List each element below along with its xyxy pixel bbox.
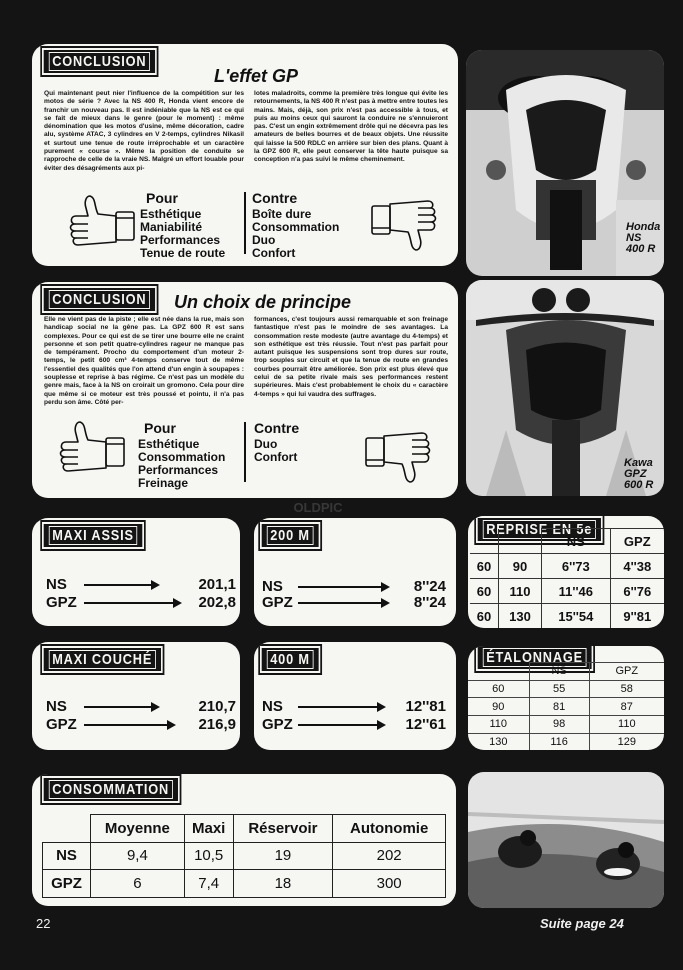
table-cell: GPZ	[43, 870, 91, 898]
gpz-contre-title: Contre	[254, 420, 300, 436]
table-row	[43, 842, 446, 870]
stat-label: NS	[46, 698, 67, 715]
ns-contre-item: Boîte dure	[252, 207, 312, 221]
maxi-assis-gpz-row	[46, 594, 236, 611]
gpz-contre-item: Confort	[254, 450, 298, 464]
gpz-contre-item: Duo	[254, 437, 278, 451]
stat-label: GPZ	[46, 594, 77, 611]
table-cell: 300	[333, 870, 446, 898]
maxi-assis-ns-row	[46, 576, 236, 593]
ns-pour-item: Performances	[140, 233, 221, 247]
arrow-icon	[298, 586, 388, 588]
table-cell: 10,5	[184, 842, 233, 870]
table-header: NS	[542, 529, 611, 554]
stat-label: GPZ	[262, 716, 293, 733]
table-header	[498, 529, 541, 554]
stat-label: NS	[262, 578, 283, 595]
table-row	[43, 815, 446, 843]
table-row	[468, 680, 664, 698]
table-cell: 81	[529, 698, 589, 716]
honda-ns-caption	[626, 222, 660, 255]
table-cell: 7,4	[184, 870, 233, 898]
kawa-gpz-caption	[624, 458, 653, 491]
racing-motorcycles-image	[468, 772, 664, 908]
kawa-gpz-photo	[466, 280, 664, 496]
table-cell: 58	[589, 680, 664, 698]
table-row	[468, 733, 664, 750]
ns-pour-title: Pour	[146, 190, 178, 206]
table-cell: 4''38	[610, 554, 664, 579]
m200-tag: 200 M	[260, 522, 320, 549]
stat-value: 202,8	[198, 594, 236, 611]
stat-value: 216,9	[198, 716, 236, 733]
table-cell: 90	[468, 698, 529, 716]
stat-label: GPZ	[262, 594, 293, 611]
gpz-pour-title: Pour	[144, 420, 176, 436]
table-cell: 9''81	[610, 604, 664, 628]
table-cell: 6	[91, 870, 185, 898]
table-row	[470, 529, 664, 554]
table-cell: 98	[529, 715, 589, 733]
conclusion-gpz-column-2: formances, c'est toujours aussi remarquable et son freinage fantastique n'est pas le moindre de ses avantages. La consommation reste modeste (autre avantage du 4-temps) et son esthétique est très réussie. Tout n'est pas parfait pour autant puisque les suspensions sont trop dures sur route, trop souples sur circuit et que la tenue de route en grandes courbes pourrait être améliorée. Son prix est plus élevé que celui de sa petite rivale mais ses performances restent supérieures. Mais c'est probablement le choix du « caractère 4-temps » qui lui vaudra des suffrages.	[254, 316, 448, 398]
arrow-icon	[298, 602, 388, 604]
caption-line: NS	[626, 232, 642, 244]
table-cell: 19	[233, 842, 333, 870]
ns-pour-item: Esthétique	[140, 207, 202, 221]
m400-tag: 400 M	[260, 646, 320, 673]
table-row	[468, 715, 664, 733]
ns-contre-item: Consommation	[252, 220, 340, 234]
table-row	[468, 663, 664, 681]
table-header: Autonomie	[333, 815, 446, 843]
maxi-assis-tag: MAXI ASSIS	[42, 522, 144, 549]
table-cell: NS	[43, 842, 91, 870]
ns-pour-list	[140, 208, 225, 260]
caption-line: Kawa	[624, 457, 653, 469]
table-cell: 9,4	[91, 842, 185, 870]
conclusion-gpz-column-1: Elle ne vient pas de la piste ; elle est née dans la rue, mais son handicap social ne la gêne pas. La GPZ 600 R est sans complexes. Pour ce qui est de se tirer une bourre elle ne craint personne et son petit quatre-cylindres rageur ne manque pas de tempérament. Procho du comportement d'un moteur 2-temps, le petit 600 cm³ 4-temps conserve tout de même l'essentiel des qualités que l'on attend d'un engin à soupapes : souplesse et reprise à bas régime. Ce n'est pas un modèle du genre mais, face à la NS on croirait un gromono. Cela pour dire que même si ce moteur est très poussé et pointu, il n'a pas perdu son âme. Côté per-	[44, 316, 244, 406]
thumb-up-icon	[54, 420, 128, 476]
arrow-icon	[84, 724, 174, 726]
stat-value: 12''61	[405, 716, 446, 733]
conclusion-ns-column-2: lotes maladroits, comme la première très longue qui évite les retournements, la NS 400 R n'est pas à mettre entre toutes les mains. Mais, déjà, son prix n'est pas accessible à tous, et puis au moins ceux qui sauront la conduire ne s'ennuieront pas. C'est un engin extrêmement drôle qui ne décevra pas les amateurs de belles bourres et de beaux objets. Une réussite qui laisse la 500 RDLC en arrière sur bien des plans. Quant à la GPZ 600 R, elle peut conserver la tête haute puisque sa conception n'a pas suivi le même cheminement.	[254, 90, 448, 164]
caption-line: 600 R	[624, 479, 654, 491]
etalonnage-card	[468, 646, 664, 750]
table-row	[43, 870, 446, 898]
table-cell: 60	[470, 604, 498, 628]
reprise-tag: REPRISE EN 5e	[476, 516, 602, 543]
ns-pour-item: Tenue de route	[140, 246, 226, 260]
watermark: OLDPIC	[293, 500, 343, 515]
stat-value: 8''24	[413, 594, 446, 611]
maxi-couche-card	[32, 642, 240, 750]
conclusion-gpz-headline: Un choix de principe	[174, 292, 352, 312]
conclusion-ns-headline: L'effet GP	[214, 66, 298, 86]
honda-ns-photo	[466, 50, 664, 276]
table-cell: 55	[529, 680, 589, 698]
table-cell: 6''73	[542, 554, 611, 579]
arrow-icon	[298, 724, 384, 726]
gpz-pour-list	[138, 438, 225, 490]
table-header	[468, 663, 529, 681]
table-row	[470, 554, 664, 579]
table-cell: 116	[529, 733, 589, 750]
stat-value: 8''24	[413, 578, 446, 595]
m400-gpz-row	[262, 716, 446, 733]
table-cell: 130	[468, 733, 529, 750]
table-cell: 129	[589, 733, 664, 750]
m200-card	[254, 518, 456, 626]
table-cell: 130	[498, 604, 541, 628]
ns-pour-item: Maniabilité	[140, 220, 203, 234]
table-header: Moyenne	[91, 815, 185, 843]
table-cell: 11''46	[542, 579, 611, 604]
m200-ns-row	[262, 578, 446, 595]
table-row	[470, 579, 664, 604]
arrow-icon	[84, 706, 158, 708]
maxi-couche-gpz-row	[46, 716, 236, 733]
gpz-contre-list	[254, 438, 297, 464]
table-cell: 15''54	[542, 604, 611, 628]
racing-photo	[468, 772, 664, 908]
continued-link[interactable]: Suite page 24	[540, 916, 624, 931]
table-cell: 87	[589, 698, 664, 716]
table-cell: 110	[498, 579, 541, 604]
table-row	[468, 698, 664, 716]
stat-value: 12''81	[405, 698, 446, 715]
consommation-table	[42, 814, 446, 898]
maxi-assis-card	[32, 518, 240, 626]
reprise-card	[468, 516, 664, 628]
ns-contre-item: Duo	[252, 233, 276, 247]
ns-contre-item: Confort	[252, 246, 296, 260]
maxi-couche-ns-row	[46, 698, 236, 715]
thumb-down-icon	[368, 196, 442, 252]
consommation-card	[32, 774, 456, 906]
pour-contre-divider	[244, 192, 246, 254]
table-header: Réservoir	[233, 815, 333, 843]
arrow-icon	[298, 706, 384, 708]
table-header	[470, 529, 498, 554]
thumb-down-icon	[362, 428, 436, 484]
thumb-up-icon	[64, 194, 138, 250]
page-number: 22	[36, 916, 51, 931]
arrow-icon	[84, 602, 180, 604]
stat-value: 201,1	[198, 576, 236, 593]
table-header: GPZ	[610, 529, 664, 554]
stat-label: NS	[262, 698, 283, 715]
ns-contre-title: Contre	[252, 190, 298, 206]
m400-ns-row	[262, 698, 446, 715]
table-header	[43, 815, 91, 843]
conclusion-ns-column-1: Qui maintenant peut nier l'influence de la compétition sur les motos de série ? Avec la NS 400 R, Honda vient encore de franchir un nouveau pas. Il est indéniable que la NS est ce qui se fait de mieux dans le genre (pour le moment) : même dénomination que les motos d'usine, même décoration, cadre alu, système ATAC, 3 cylindres en V 2-temps, cylindres Nikasil et surtout une tenue de route irréprochable et un caractère purement « course ». Même la position de conduite se rapproche de celle de la vraie NS. Malgré un effort louable pour éviter des désagréments aux pi-	[44, 90, 244, 172]
stat-value: 210,7	[198, 698, 236, 715]
table-row	[470, 604, 664, 628]
ns-contre-list	[252, 208, 339, 260]
table-header: Maxi	[184, 815, 233, 843]
table-cell: 60	[468, 680, 529, 698]
etalonnage-table	[468, 662, 664, 750]
m200-gpz-row	[262, 594, 446, 611]
stat-label: NS	[46, 576, 67, 593]
conclusion-gpz-card	[32, 282, 458, 498]
etalonnage-tag: ÉTALONNAGE	[476, 646, 593, 671]
arrow-icon	[84, 584, 158, 586]
gpz-pour-item: Performances	[138, 463, 219, 477]
stat-label: GPZ	[46, 716, 77, 733]
gpz-pour-item: Esthétique	[138, 437, 200, 451]
table-header: GPZ	[589, 663, 664, 681]
gpz-pour-item: Consommation	[138, 450, 226, 464]
table-cell: 202	[333, 842, 446, 870]
caption-line: GPZ	[624, 468, 647, 480]
table-cell: 110	[468, 715, 529, 733]
table-cell: 6''76	[610, 579, 664, 604]
conclusion-ns-tag: CONCLUSION	[42, 48, 157, 75]
table-cell: 18	[233, 870, 333, 898]
caption-line: 400 R	[626, 243, 656, 255]
conclusion-ns-card	[32, 44, 458, 266]
consommation-tag: CONSOMMATION	[42, 776, 179, 803]
reprise-table	[470, 528, 664, 628]
caption-line: Honda	[626, 221, 661, 233]
table-cell: 110	[589, 715, 664, 733]
table-cell: 90	[498, 554, 541, 579]
table-cell: 60	[470, 554, 498, 579]
maxi-couche-tag: MAXI COUCHÉ	[42, 646, 162, 673]
conclusion-gpz-tag: CONCLUSION	[42, 286, 157, 313]
gpz-pour-item: Freinage	[138, 476, 189, 490]
m400-card	[254, 642, 456, 750]
table-header: NS	[529, 663, 589, 681]
pour-contre-divider	[244, 422, 246, 482]
table-cell: 60	[470, 579, 498, 604]
